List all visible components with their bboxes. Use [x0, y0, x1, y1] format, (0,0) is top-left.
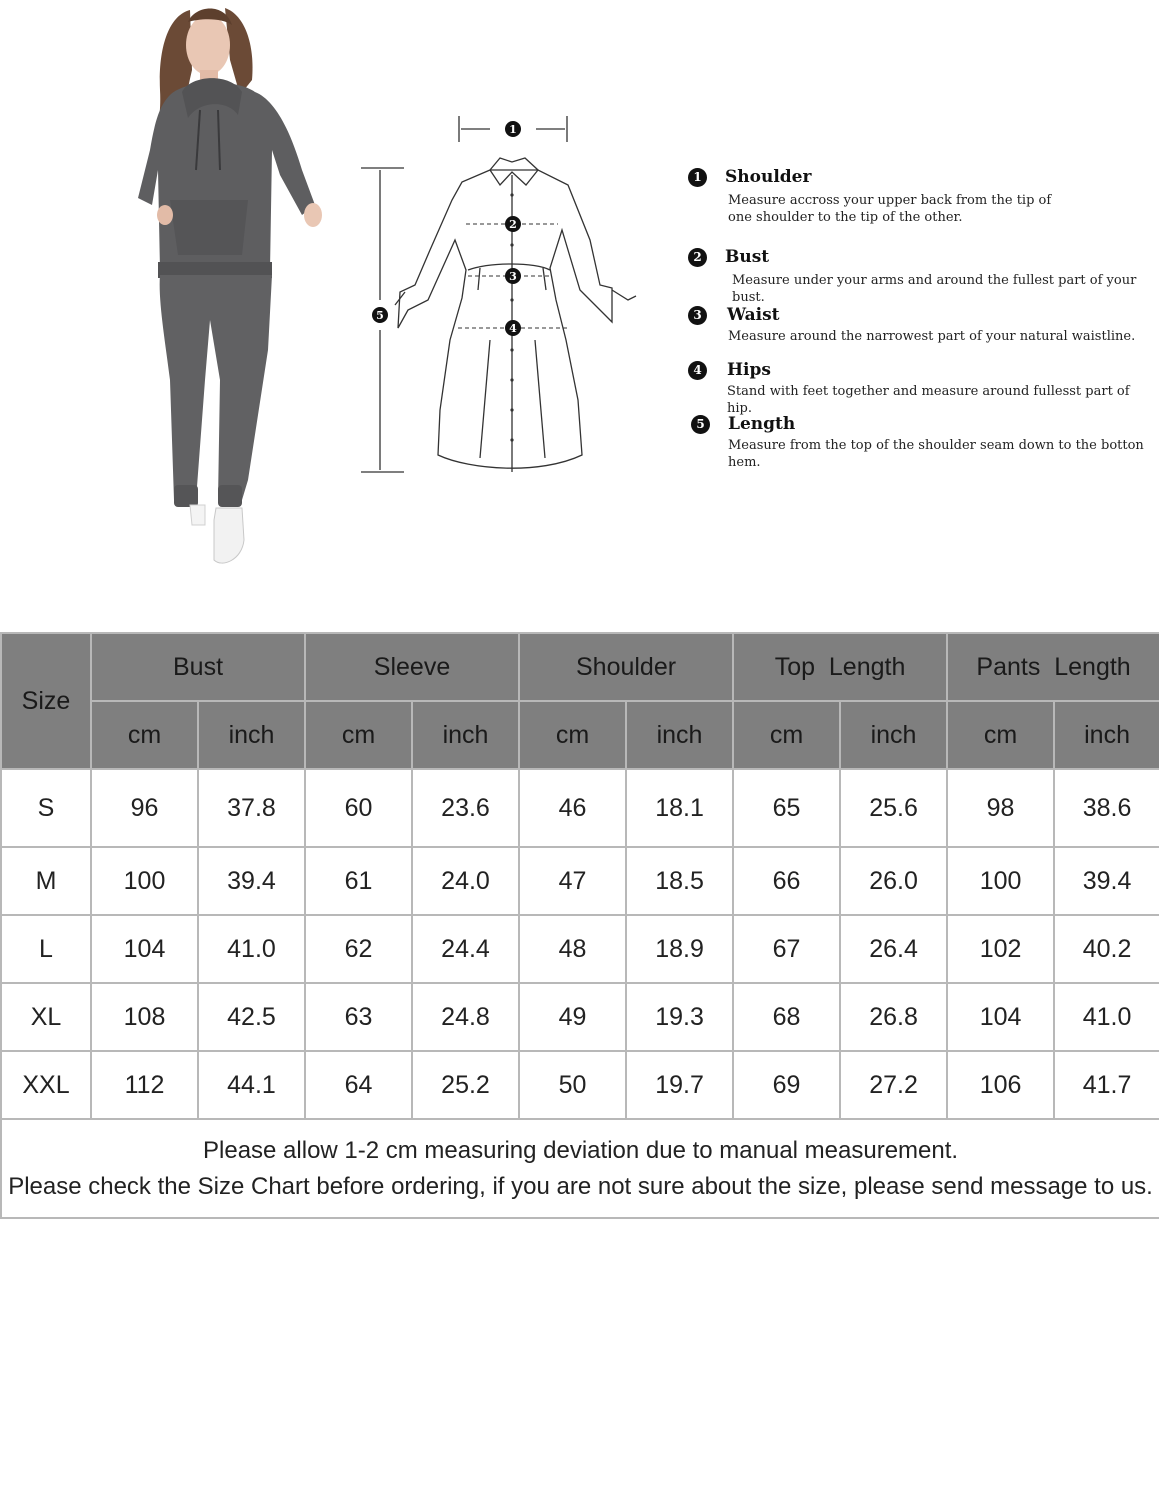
guide-title: Bust [725, 247, 770, 267]
note-line-deviation: Please allow 1-2 cm measuring deviation due to manual measurement. [203, 1136, 959, 1164]
guide-description: Measure accross your upper back from the tip of one shoulder to the tip of the other. [728, 193, 1052, 225]
value-cell: 24.8 [412, 983, 519, 1051]
size-cell: XL [1, 983, 91, 1051]
value-cell: 19.7 [626, 1051, 733, 1119]
table-row-s [1, 769, 1159, 847]
diagram-marker-1 [505, 121, 521, 137]
value-cell: 25.2 [412, 1051, 519, 1119]
guide-title: Length [728, 414, 796, 434]
value-cell: 47 [519, 847, 626, 915]
value-cell: 27.2 [840, 1051, 947, 1119]
group-header-pants-length: Pants Length [947, 633, 1159, 701]
number-badge: 4 [688, 361, 707, 380]
value-cell: 63 [305, 983, 412, 1051]
table-row-m [1, 847, 1159, 915]
unit-header: cm [519, 701, 626, 769]
measurement-note [1, 1119, 1159, 1218]
group-header-shoulder: Shoulder [519, 633, 733, 701]
value-cell: 41.7 [1054, 1051, 1159, 1119]
svg-text:1: 1 [509, 123, 517, 136]
guide-description: Stand with feet together and measure around fullesst part of hip. [727, 384, 1130, 416]
value-cell: 112 [91, 1051, 198, 1119]
diagram-marker-2 [505, 216, 521, 232]
number-badge: 1 [688, 168, 707, 187]
value-cell: 67 [733, 915, 840, 983]
group-header-top-length: Top Length [733, 633, 947, 701]
svg-text:4: 4 [509, 322, 517, 335]
unit-header: cm [91, 701, 198, 769]
value-cell: 18.9 [626, 915, 733, 983]
guide-description: Measure under your arms and around the fullest part of your bust. [732, 273, 1137, 305]
value-cell: 102 [947, 915, 1054, 983]
unit-header: inch [412, 701, 519, 769]
svg-text:2: 2 [509, 218, 517, 231]
value-cell: 25.6 [840, 769, 947, 847]
model-photo [130, 0, 335, 570]
table-row-xl [1, 983, 1159, 1051]
unit-header: inch [1054, 701, 1159, 769]
value-cell: 38.6 [1054, 769, 1159, 847]
value-cell: 104 [947, 983, 1054, 1051]
value-cell: 49 [519, 983, 626, 1051]
value-cell: 44.1 [198, 1051, 305, 1119]
value-cell: 41.0 [198, 915, 305, 983]
group-header-sleeve: Sleeve [305, 633, 519, 701]
value-cell: 19.3 [626, 983, 733, 1051]
size-cell: S [1, 769, 91, 847]
size-column-header: Size [1, 633, 91, 769]
guide-title: Hips [727, 360, 771, 380]
table-row-l [1, 915, 1159, 983]
unit-header: cm [947, 701, 1054, 769]
value-cell: 26.4 [840, 915, 947, 983]
value-cell: 26.0 [840, 847, 947, 915]
value-cell: 39.4 [198, 847, 305, 915]
value-cell: 46 [519, 769, 626, 847]
size-cell: M [1, 847, 91, 915]
value-cell: 104 [91, 915, 198, 983]
unit-header: inch [840, 701, 947, 769]
table-row-xxl [1, 1051, 1159, 1119]
value-cell: 18.5 [626, 847, 733, 915]
value-cell: 62 [305, 915, 412, 983]
value-cell: 42.5 [198, 983, 305, 1051]
value-cell: 18.1 [626, 769, 733, 847]
value-cell: 48 [519, 915, 626, 983]
value-cell: 100 [947, 847, 1054, 915]
value-cell: 100 [91, 847, 198, 915]
note-line-check-chart: Please check the Size Chart before ordering, if you are not sure about the size, please send message to us. [8, 1172, 1153, 1200]
guide-title: Shoulder [725, 167, 812, 187]
guide-description: Measure around the narrowest part of your natural waistline. [728, 329, 1136, 344]
value-cell: 60 [305, 769, 412, 847]
value-cell: 108 [91, 983, 198, 1051]
table-note-row [1, 1119, 1159, 1218]
value-cell: 65 [733, 769, 840, 847]
unit-header: cm [733, 701, 840, 769]
value-cell: 66 [733, 847, 840, 915]
value-cell: 24.0 [412, 847, 519, 915]
value-cell: 98 [947, 769, 1054, 847]
diagram-marker-5 [372, 307, 388, 323]
value-cell: 68 [733, 983, 840, 1051]
garment-diagram [355, 110, 650, 480]
unit-header: cm [305, 701, 412, 769]
guide-description: Measure from the top of the shoulder seam down to the botton hem. [728, 438, 1144, 470]
value-cell: 41.0 [1054, 983, 1159, 1051]
value-cell: 50 [519, 1051, 626, 1119]
svg-text:5: 5 [376, 309, 384, 322]
group-header-bust: Bust [91, 633, 305, 701]
size-chart-table [0, 632, 1159, 1219]
value-cell: 39.4 [1054, 847, 1159, 915]
value-cell: 106 [947, 1051, 1054, 1119]
value-cell: 23.6 [412, 769, 519, 847]
diagram-marker-4 [505, 320, 521, 336]
value-cell: 40.2 [1054, 915, 1159, 983]
diagram-marker-3 [505, 268, 521, 284]
unit-header: inch [198, 701, 305, 769]
number-badge: 5 [691, 415, 710, 434]
size-cell: L [1, 915, 91, 983]
value-cell: 69 [733, 1051, 840, 1119]
value-cell: 37.8 [198, 769, 305, 847]
number-badge: 3 [688, 306, 707, 325]
value-cell: 96 [91, 769, 198, 847]
guide-title: Waist [727, 305, 780, 325]
value-cell: 26.8 [840, 983, 947, 1051]
value-cell: 64 [305, 1051, 412, 1119]
size-cell: XXL [1, 1051, 91, 1119]
unit-header: inch [626, 701, 733, 769]
value-cell: 61 [305, 847, 412, 915]
value-cell: 24.4 [412, 915, 519, 983]
number-badge: 2 [688, 248, 707, 267]
svg-text:3: 3 [509, 270, 517, 283]
